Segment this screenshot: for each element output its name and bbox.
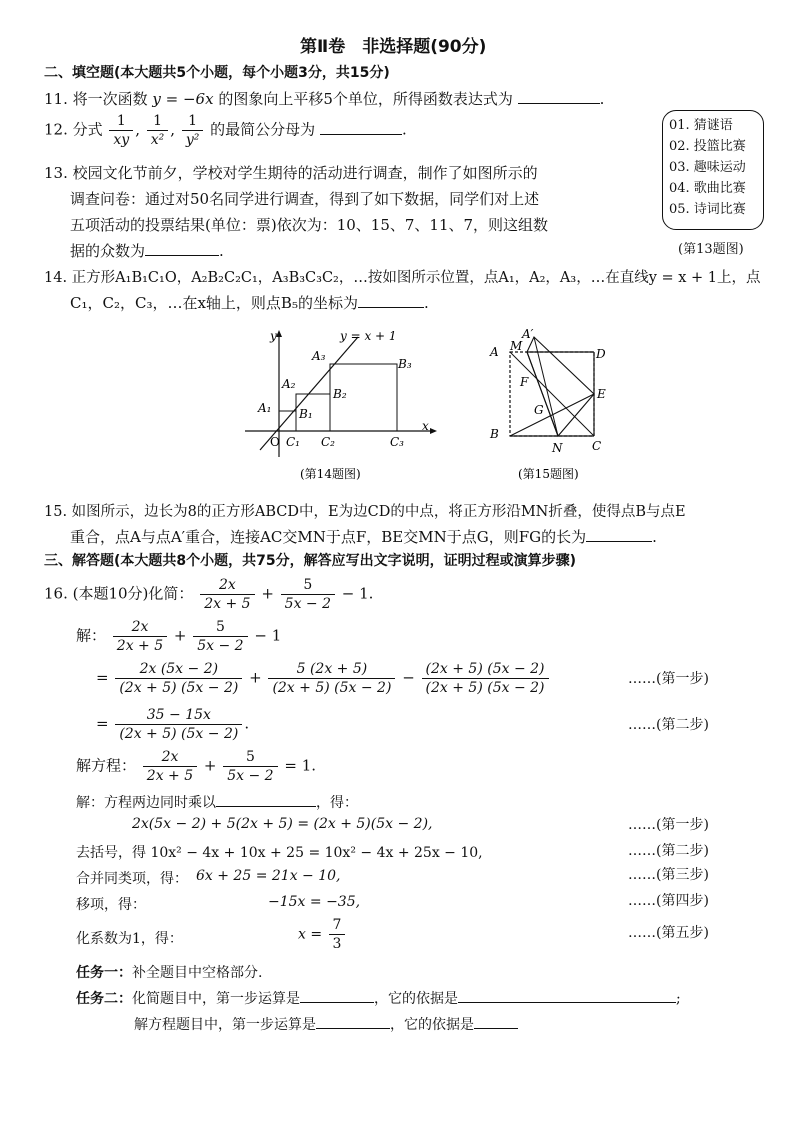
point-m: M bbox=[510, 339, 523, 353]
x-axis-arrow bbox=[430, 428, 437, 434]
q14-line-1: 14. 正方形A₁B₁C₁O，A₂B₂C₂C₁，A₃B₃C₃C₂，…按如图所示位置，点A₁，A₂，A₃，…在直线y = x + 1上，点 bbox=[44, 270, 761, 286]
eq-step-1: 2x(5x − 2) + 5(2x + 5) = (2x + 5)(5x − 2), bbox=[132, 816, 433, 832]
q16-frac-2: $\frac{5}{5x - 2}$ bbox=[281, 576, 335, 613]
question-11 bbox=[44, 88, 604, 109]
point-a3: A₃ bbox=[312, 349, 326, 363]
fig15-caption: (第15题图) bbox=[518, 467, 579, 481]
eq-step-4-label: 移项，得： bbox=[76, 897, 146, 913]
q12-fraction-2: $\frac{1}{\text{x²}}$ bbox=[147, 112, 169, 149]
frac: $\frac{2x}{2x + 5}$ bbox=[113, 618, 167, 655]
q15-text: 重合，点A与点A′重合，连接AC交MN于点F，BE交MN于点G，则FG的长为 bbox=[70, 528, 587, 546]
point-b2: B₂ bbox=[333, 387, 347, 401]
figure-14 bbox=[240, 322, 440, 487]
survey-item: 02. 投篮比赛 bbox=[669, 139, 746, 154]
eq-step-3-label: 合并同类项，得： bbox=[76, 871, 188, 887]
q16-eq-label: 解方程： bbox=[76, 756, 137, 775]
q13-end: . bbox=[219, 242, 224, 260]
step-label: ……(第五步) bbox=[628, 925, 709, 941]
point-a1: A₁ bbox=[258, 401, 272, 415]
q13-caption: (第13题图) bbox=[678, 242, 744, 257]
eq5-lhs: x = bbox=[298, 926, 323, 943]
frac: $\frac{(2x + 5) (5x - 2)}{(2x + 5) (5x - 2)}$ bbox=[422, 660, 549, 697]
q11-text: 11. 将一次函数 bbox=[44, 90, 148, 108]
survey-item: 05. 诗词比赛 bbox=[669, 202, 746, 217]
point-a-prime: A′ bbox=[522, 328, 534, 341]
frac: $\frac{5 (2x + 5)}{(2x + 5) (5x - 2)}$ bbox=[268, 660, 395, 697]
q16-equation: 解方程： $\frac{2x}{2x + 5}$ + $\frac{5}{5x - 2}$ = 1. bbox=[76, 749, 317, 784]
q12-text-b: 的最简公分母为 bbox=[210, 120, 316, 139]
q12-fraction-1: $\frac{1}{xy}$ bbox=[109, 112, 133, 149]
q13-answer-blank[interactable] bbox=[145, 241, 219, 256]
q13-line-2: 调查问卷：通过对50名同学进行调查，得到了如下数据，同学们对上述 bbox=[70, 190, 540, 208]
section-title: 第Ⅱ卷 非选择题(90分) bbox=[300, 37, 487, 57]
x-label: x bbox=[422, 419, 429, 433]
q16-eq-sol-line bbox=[76, 792, 358, 812]
point-c: C bbox=[592, 439, 602, 453]
q16-solution-line-0: 解： $\frac{2x}{2x + 5}$ + $\frac{5}{5x - 2}$ − 1 bbox=[76, 619, 282, 654]
point-b: B bbox=[490, 427, 499, 441]
q16-eq-sol-text: 解：方程两边同时乘以 bbox=[76, 795, 216, 811]
task1-text: 补全题目中空格部分. bbox=[132, 965, 263, 981]
q11-func: y = −6x bbox=[152, 90, 214, 108]
eq-step-5-label: 化系数为1，得： bbox=[76, 931, 183, 947]
task-2-line-2 bbox=[134, 1014, 518, 1034]
task2-eq-step-blank[interactable] bbox=[316, 1014, 390, 1029]
task-2 bbox=[76, 988, 681, 1008]
q16-eq-rhs: = 1. bbox=[284, 756, 317, 775]
point-a2: A₂ bbox=[282, 377, 296, 391]
point-e: E bbox=[597, 387, 606, 401]
q14-end: . bbox=[423, 294, 429, 312]
line-label: y = x + 1 bbox=[340, 329, 397, 343]
question-12: 12. 分式 $\frac{1}{xy}$ , $\frac{1}{\text{x²}}$ , $\frac{1}{\text{y²}}$ 的最简公分母为 . bbox=[44, 113, 407, 148]
q12-fraction-3: $\frac{1}{\text{y²}}$ bbox=[182, 112, 204, 149]
step-label: ……(第二步) bbox=[628, 843, 709, 859]
survey-box bbox=[662, 110, 764, 230]
square-1 bbox=[279, 411, 296, 431]
step-label: ……(第三步) bbox=[628, 867, 709, 883]
task2-step-blank[interactable] bbox=[300, 988, 374, 1003]
frac: $\frac{2x}{2x + 5}$ bbox=[143, 748, 197, 785]
origin-label: O bbox=[270, 435, 280, 449]
q16-sol-label: 解： bbox=[76, 626, 107, 645]
step-label: ……(第四步) bbox=[628, 893, 709, 909]
q16-solution-line-2: = $\frac{35 - 15x}{(2x + 5) (5x - 2)}$ . bbox=[96, 707, 250, 742]
y-axis-arrow bbox=[276, 330, 282, 337]
q13-line-1: 13. 校园文化节前夕，学校对学生期待的活动进行调查，制作了如图所示的 bbox=[44, 164, 538, 182]
q15-answer-blank[interactable] bbox=[586, 527, 652, 542]
point-d: D bbox=[596, 347, 606, 361]
task2-eq-reason-blank[interactable] bbox=[474, 1014, 518, 1029]
q14-line-2 bbox=[70, 292, 429, 313]
eq-step-2: 去括号，得 10x² − 4x + 10x + 25 = 10x² − 4x + 25x − 10, bbox=[76, 845, 483, 861]
task2-label: 任务二： bbox=[76, 991, 132, 1007]
task2-reason-blank[interactable] bbox=[458, 988, 676, 1003]
part2-header: 二、填空题(本大题共5个小题，每个小题3分，共15分) bbox=[44, 65, 390, 81]
point-c1: C₁ bbox=[286, 435, 300, 449]
task2-end: ; bbox=[676, 991, 681, 1007]
task2-text-b: ，它的依据是 bbox=[374, 991, 458, 1007]
q15-line-1: 15. 如图所示，边长为8的正方形ABCD中，E为边CD的中点，将正方形沿MN折叠，使得点B与点E bbox=[44, 504, 686, 520]
q13-line-4 bbox=[70, 240, 224, 261]
point-c3: C₃ bbox=[390, 435, 404, 449]
q11-text-b: 的图象向上平移5个单位，所得函数表达式为 bbox=[218, 90, 513, 108]
eq5-frac: $\frac{7}{3}$ bbox=[329, 916, 346, 953]
diagonal-ac bbox=[510, 352, 594, 436]
multiply-blank[interactable] bbox=[216, 792, 316, 807]
q16-intro: 16. (本题10分)化简： $\frac{2x}{2x + 5}$ + $\frac{5}{5x - 2}$ − 1. bbox=[44, 577, 374, 612]
eq-step-4: −15x = −35, bbox=[268, 894, 361, 910]
q15-end: . bbox=[652, 528, 657, 546]
q11-end: . bbox=[599, 90, 605, 108]
fold-line-mn bbox=[527, 352, 558, 436]
survey-item: 03. 趣味运动 bbox=[669, 160, 746, 175]
q16-intro-text: 16. (本题10分)化简： bbox=[44, 584, 194, 603]
step-label: ……(第一步) bbox=[628, 817, 709, 833]
eq-step-3: 6x + 25 = 21x − 10, bbox=[196, 868, 341, 884]
segment-be bbox=[510, 394, 594, 436]
q16-eq-sol-text-b: ，得： bbox=[316, 795, 358, 811]
q12-text: 12. 分式 bbox=[44, 120, 103, 139]
task2-text-c: 解方程题目中，第一步运算是 bbox=[134, 1017, 316, 1033]
q11-answer-blank[interactable] bbox=[518, 89, 600, 104]
q13-text: 据的众数为 bbox=[70, 242, 146, 260]
task1-label: 任务一： bbox=[76, 965, 132, 981]
point-g: G bbox=[534, 403, 544, 417]
task-1 bbox=[76, 962, 262, 982]
frac: $\frac{2x (5x - 2)}{(2x + 5) (5x - 2)}$ bbox=[115, 660, 242, 697]
y-label: y bbox=[270, 329, 277, 343]
point-b1: B₁ bbox=[299, 407, 313, 421]
q12-answer-blank[interactable] bbox=[320, 120, 402, 135]
part3-header: 三、解答题(本大题共8个小题，共75分，解答应写出文字说明，证明过程或演算步骤) bbox=[44, 553, 577, 569]
eq-step-5 bbox=[298, 916, 347, 953]
q16-minus-one: − 1. bbox=[341, 584, 374, 603]
task2-text-d: ，它的依据是 bbox=[390, 1017, 474, 1033]
q16-frac-1: $\frac{2x}{2x + 5}$ bbox=[200, 576, 254, 613]
point-b3: B₃ bbox=[398, 357, 412, 371]
q15-line-2 bbox=[70, 526, 657, 547]
point-c2: C₂ bbox=[321, 435, 335, 449]
figure-15 bbox=[482, 328, 622, 486]
survey-item: 01. 猜谜语 bbox=[669, 118, 733, 133]
q14-answer-blank[interactable] bbox=[358, 293, 424, 308]
frac: $\frac{5}{5x - 2}$ bbox=[193, 618, 247, 655]
task2-text: 化简题目中，第一步运算是 bbox=[132, 991, 300, 1007]
q14-text: C₁，C₂，C₃，…在x轴上，则点B₅的坐标为 bbox=[70, 294, 358, 312]
fig14-caption: (第14题图) bbox=[300, 467, 361, 481]
point-a: A bbox=[490, 345, 499, 359]
q12-end: . bbox=[401, 120, 407, 139]
frac: $\frac{5}{5x - 2}$ bbox=[223, 748, 277, 785]
q13-line-3: 五项活动的投票结果(单位：票)依次为：10、15、7、11、7，则这组数 bbox=[70, 216, 549, 234]
frac: $\frac{35 - 15x}{(2x + 5) (5x - 2)}$ bbox=[115, 706, 242, 743]
point-n: N bbox=[552, 441, 563, 455]
step-label: ……(第二步) bbox=[628, 717, 709, 733]
step-label: ……(第一步) bbox=[628, 671, 709, 687]
point-f: F bbox=[520, 375, 529, 389]
survey-item: 04. 歌曲比赛 bbox=[669, 181, 746, 196]
q16-solution-line-1: = $\frac{2x (5x - 2)}{(2x + 5) (5x - 2)}$ + $\frac{5 (2x + 5)}{(2x + 5) (5x - 2)}$ − $\frac{(2x + 5) (5x - 2)}{(2x + 5) (5x - 2)}$ bbox=[96, 660, 551, 697]
